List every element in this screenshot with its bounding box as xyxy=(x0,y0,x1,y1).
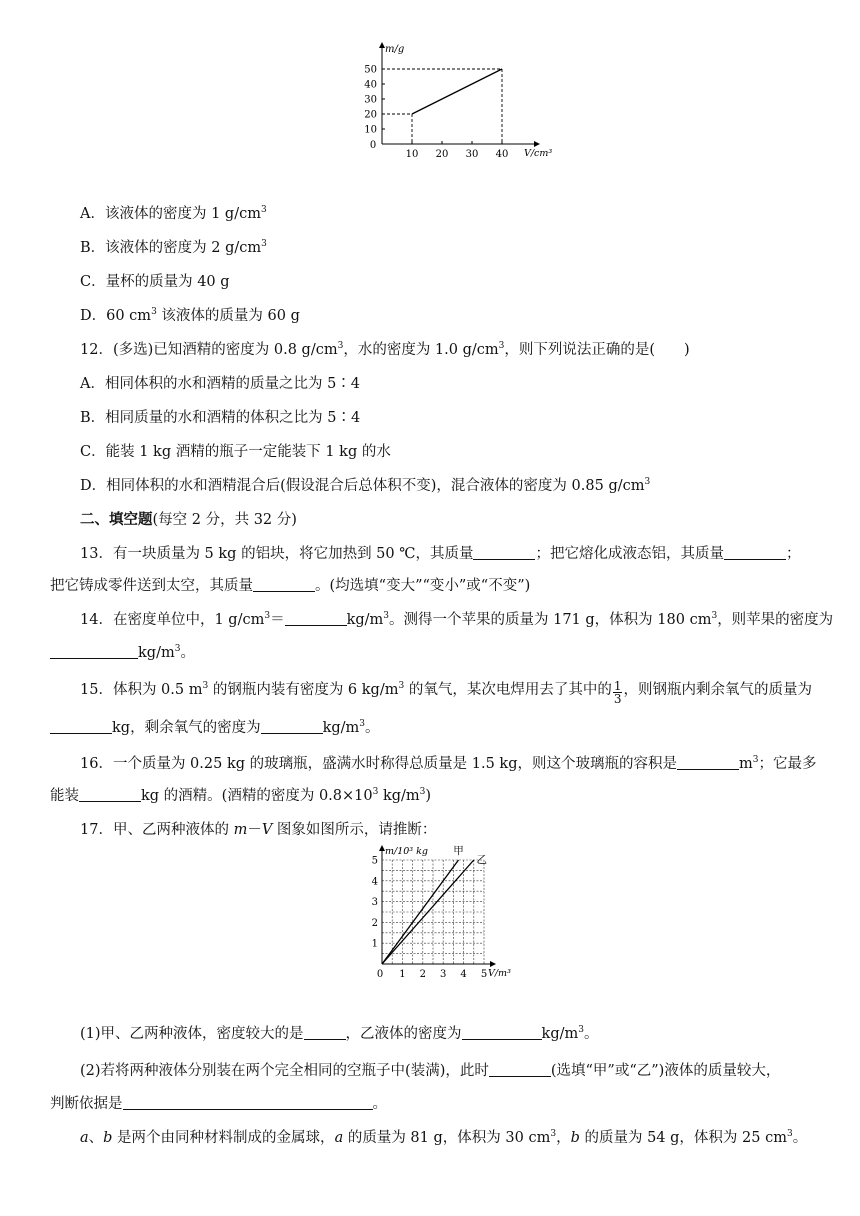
q13-line1: 13．有一块质量为 5 kg 的铝块，将它加热到 50 ℃，其质量 ；把它熔化成液态铝，其质量 ； xyxy=(80,546,801,562)
series-label-1: 甲 xyxy=(453,845,464,857)
q13-line2: 把它铸成零件送到太空，其质量 。(均选填“变大”“变小”或“不变”) xyxy=(50,578,531,594)
q16-blank-1[interactable] xyxy=(677,754,739,770)
x-tick-label: 1 xyxy=(399,969,406,980)
q15-blank-2[interactable] xyxy=(261,718,323,734)
x-tick-label: 3 xyxy=(440,969,447,980)
y-tick-label: 10 xyxy=(364,124,377,136)
q16-blank-2[interactable] xyxy=(79,786,141,802)
x-tick-label: 20 xyxy=(435,149,449,160)
x-axis-arrow xyxy=(490,961,496,967)
y-tick-label: 5 xyxy=(371,855,378,867)
q17-blank-1[interactable] xyxy=(304,1024,346,1040)
x-tick-label: 4 xyxy=(460,969,467,980)
origin-label: 0 xyxy=(369,140,377,151)
q11-option-a[interactable]: A．该液体的密度为 1 $g/cm^3$ xyxy=(80,205,267,222)
q17-sub2-cont: 判断依据是 。 xyxy=(50,1096,387,1112)
y-tick-label: 3 xyxy=(371,897,378,909)
q15-line2: kg，剩余氧气的密度为 $kg/m^3$。 xyxy=(50,718,380,738)
q17-sub2: (2)若将两种液体分别装在两个完全相同的空瓶子中(装满)，此时 (选填“甲”或“乙”)液体的质量较大， xyxy=(80,1063,781,1079)
y-tick-label: 2 xyxy=(371,917,378,929)
q13-blank-1[interactable] xyxy=(473,544,535,560)
q12-stem: 12．(多选)已知酒精的密度为 0.8 $g/cm^3$，水的密度为 1.0 $g/cm^3$，则下列说法正确的是( ) xyxy=(80,341,690,358)
q15-blank-1[interactable] xyxy=(50,718,112,734)
data-line xyxy=(412,69,502,114)
q14-line1: 14．在密度单位中，1 $g/cm^3= kg/m^3$。测得一个苹果的质量为 171 g，体积为 180 $cm^3$，则苹果的密度为 xyxy=(80,611,834,628)
q13-blank-3[interactable] xyxy=(253,576,315,592)
series-label-2: 乙 xyxy=(476,854,488,866)
q13-blank-2[interactable] xyxy=(724,544,786,560)
y-tick-label: 1 xyxy=(371,938,378,950)
q14-blank-1[interactable] xyxy=(285,610,347,626)
mass-volume-chart xyxy=(345,40,553,162)
guide-dashed-start xyxy=(382,114,412,144)
y-tick-label: 40 xyxy=(364,79,377,91)
q16-line2: 能装 kg 的酒精。(酒精的密度为 $0.8\times 10^3$ $kg/m^3$) xyxy=(50,787,432,804)
q15-line1: 15．体积为 0.5 $m^3$ 的钢瓶内装有密度为 6 $kg/m^3$ 的氧气，某次电焊用去了其中的 $\frac{1}{3}$ ，则钢瓶内剩余氧气的质量为 xyxy=(80,679,812,706)
y-tick-label: 50 xyxy=(364,64,377,76)
x-axis-label: V/m³ xyxy=(488,968,511,979)
fraction-one-third: $\frac{1}{3}$ xyxy=(613,679,622,706)
q14-line2: $kg/m^3$。 xyxy=(50,643,195,663)
density-comparison-chart xyxy=(355,843,535,995)
q12-option-c[interactable]: C．能装 1 kg 酒精的瓶子一定能装下 1 kg 的水 xyxy=(80,444,391,460)
q17-blank-3[interactable] xyxy=(489,1061,551,1077)
q11-option-b[interactable]: B．该液体的密度为 2 $g/cm^3$ xyxy=(80,239,267,256)
x-tick-label: 2 xyxy=(419,969,426,980)
x-axis-label: V/cm³ xyxy=(524,148,553,159)
q16-line1: 16．一个质量为 0.25 kg 的玻璃瓶，盛满水时称得总质量是 1.5 kg，则这个玻璃瓶的容积是 $m^3$；它最多 xyxy=(80,755,817,772)
x-tick-label: 5 xyxy=(480,969,488,980)
q17-stem: 17．甲、乙两种液体的 m－V 图象如图所示，请推断： xyxy=(80,822,437,838)
y-axis-label: m/g xyxy=(385,44,405,55)
x-tick-label: 30 xyxy=(465,149,479,160)
x-tick-label: 40 xyxy=(495,149,509,160)
q11-option-c[interactable]: C．量杯的质量为 40 g xyxy=(80,274,230,290)
guide-dashed-end xyxy=(382,69,502,144)
x-tick-label: 10 xyxy=(405,149,419,160)
y-axis-label: m/10³ kg xyxy=(385,846,428,857)
q12-option-d[interactable]: D．相同体积的水和酒精混合后(假设混合后总体积不变)，混合液体的密度为 0.85 $g/cm^3$ xyxy=(80,477,651,494)
q17-blank-2[interactable] xyxy=(462,1024,542,1040)
q12-option-b[interactable]: B．相同质量的水和酒精的体积之比为 5∶4 xyxy=(80,410,361,426)
q18-stem: a、b 是两个由同种材料制成的金属球，a 的质量为 81 g，体积为 30 $cm^3$，b 的质量为 54 g，体积为 25 $cm^3$。 xyxy=(80,1129,808,1146)
y-tick-label: 20 xyxy=(364,109,377,121)
q17-sub1: (1)甲、乙两种液体，密度较大的是 ，乙液体的密度为 $kg/m^3$。 xyxy=(80,1025,599,1042)
y-tick-label: 30 xyxy=(364,94,377,106)
q11-option-d[interactable]: D．60 $cm^3$ 该液体的质量为 60 g xyxy=(80,307,300,324)
section-title: 二、填空题(每空 2 分，共 32 分) xyxy=(80,511,297,528)
q14-blank-2[interactable] xyxy=(50,643,138,659)
x-axis-arrow xyxy=(534,141,540,147)
q12-option-a[interactable]: A．相同体积的水和酒精的质量之比为 5∶4 xyxy=(80,376,361,392)
y-tick-label: 4 xyxy=(371,876,378,888)
x-tick-label: 0 xyxy=(376,969,384,980)
q17-blank-4[interactable] xyxy=(123,1094,373,1110)
